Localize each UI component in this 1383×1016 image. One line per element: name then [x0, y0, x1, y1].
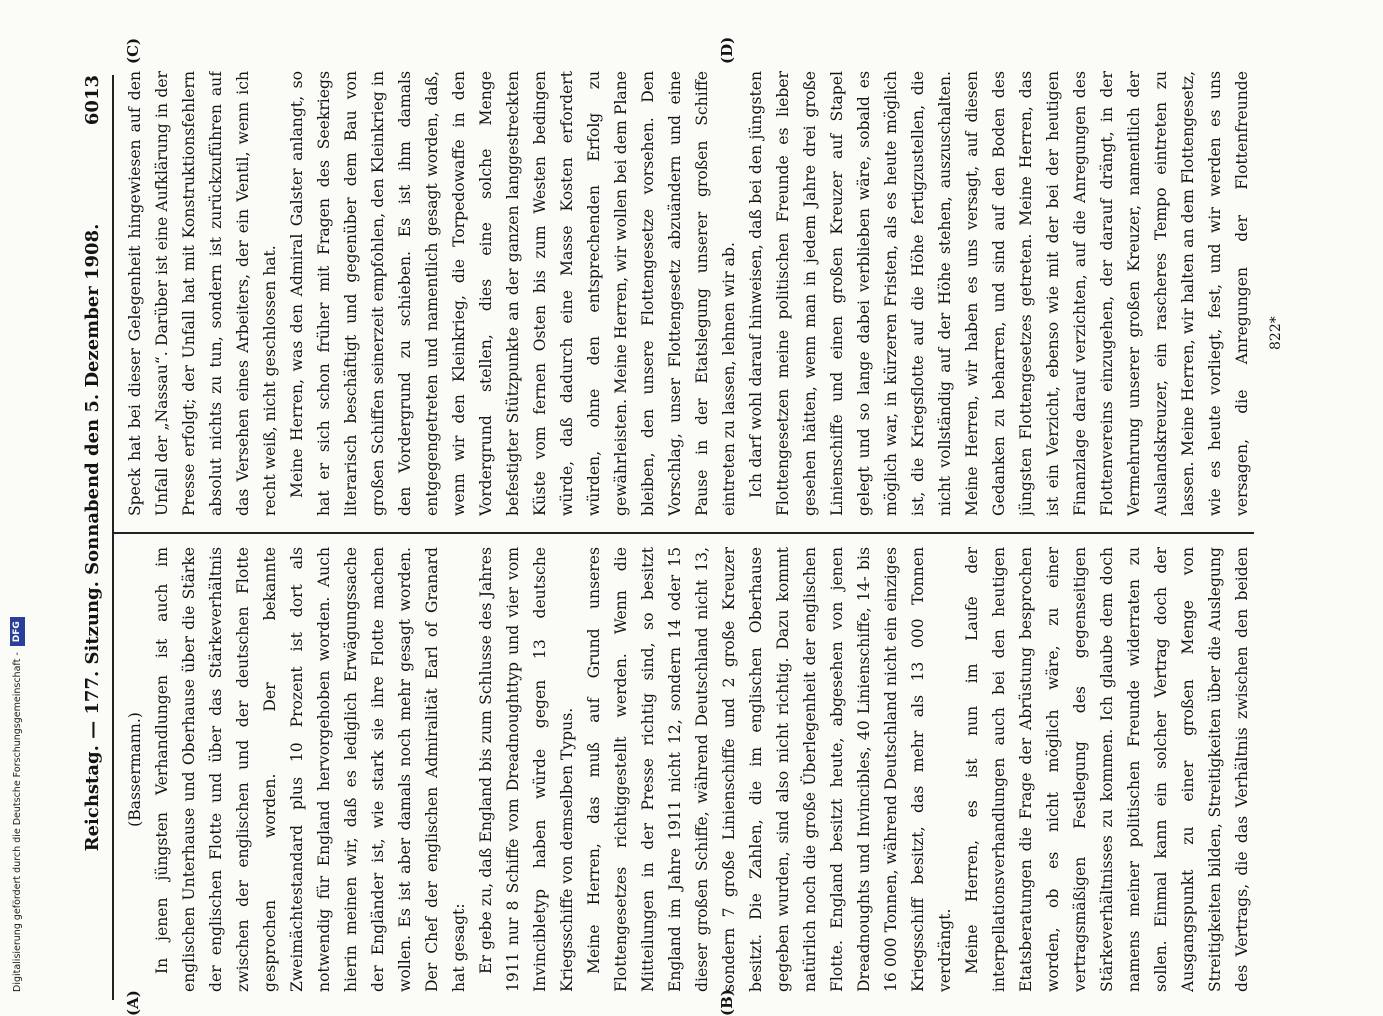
header-title: Reichstag. — 177. Sitzung. Sonnabend den 5. Dezember 1908. — [82, 223, 103, 852]
folio-number: 822* — [1268, 316, 1284, 350]
column-divider — [114, 532, 1254, 534]
paragraph: Ich darf wohl darauf hinweisen, daß bei den jüngsten Flottengesetzen meine politischen Freunde es lieber gesehen hätten, wenn man in jedem Jahre drei große Linienschiffe und einen großen Kreuzer auf Stapel gelegt und so lange dabei verblieben wäre, sobald es möglich war, in kürzeren Fristen, als es heute möglich ist, die Kriegsflotte auf die Höhe fertigzustellen, die nicht vollständig auf der Höhe stehen, auszuschalten. Meine Herren, wir haben es uns versagt, auf diesen Gedanken zu beharren, und sind auf den Boden des jüngsten Flottengesetzes getreten. Meine Herren, das ist ein Verzicht, ebenso wie mit der bei der heutigen Finanzlage darauf verzichten, auf die Anregungen des Flottenvereins einzugehen, der darauf drängt, in der Vermehrung unserer großen Kreuzer, namentlich der Auslandskreuzer, ein rascheres Tempo eintreten zu lassen. Meine Herren, wir halten an dem Flottengesetz, wie es heute vorliegt, fest, und wir werden es uns versagen, die Anregungen der Flottenfreunde — [747, 71, 1251, 516]
digitization-text: Digitalisierung gefördert durch die Deutsche Forschungsgemeinschaft - — [11, 652, 23, 992]
margin-letter-b: (B) — [718, 989, 736, 1016]
dfg-logo: DFG — [10, 617, 25, 646]
margin-letter-a: (A) — [124, 990, 142, 1016]
margin-letter-c: (C) — [124, 37, 142, 64]
paragraph: Meine Herren, es ist nun im Laufe der interpellationsverhandlungen auch bei den heutigen Etatsberatungen die Frage der Abrüstung besprochen worden, ob es nicht möglich wäre, zu einer vertragsmäßigen Festlegung des gegenseitigen Stärkeverhältnisses zu kommen. Ich glaube dem doch namens meiner politischen Freunde widerraten zu sollen. Einmal kann ein solcher Vertrag doch der Ausgangspunkt zu einer großen Menge von Streitigkeiten bilden, Streitigkeiten über die Auslegung des Vertrags, die das Verhältnis zwischen den beiden — [963, 547, 1251, 992]
digitization-note — [4, 0, 30, 1000]
rotated-page — [78, 0, 1383, 1016]
paragraph: Speck hat bei dieser Gelegenheit hingewiesen auf den Unfall der „Nassau“. Darüber ist eine Aufklärung in der Presse erfolgt; der Unfall hat mit Konstruktionsfehlern absolut nichts zu tun, sondern ist zurückzuführen auf das Versehen eines Arbeiters, der ein Ventil, wenn ich recht weiß, nicht geschlossen hat. — [126, 71, 279, 516]
page-number: 6013 — [82, 75, 103, 126]
speaker-name: (Bassermann.) — [126, 712, 144, 827]
right-column — [122, 71, 1252, 516]
header-rule — [112, 75, 114, 1000]
quotation: Er gebe zu, daß England bis zum Schlusse des Jahres 1911 nur 8 Schiffe vom Dreadnoughttyp und vier vom Invincibletyp haben würde gegen 13 deutsche Kriegsschiffe von demselben Typus. — [477, 547, 576, 992]
newspaper-page — [78, 36, 1318, 1016]
paragraph: Meine Herren, was den Admiral Galster anlangt, so hat er sich schon früher mit Fragen des Seekriegs literarisch beschäftigt und gegenüber dem Bau von großen Schiffen seinerzeit empfohlen, den Kleinkrieg in den Vordergrund zu schieben. Es ist ihm damals entgegengetreten und namentlich gesagt worden, daß, wenn wir den Kleinkrieg, die Torpedowaffe in den Vordergrund stellen, dies eine solche Menge befestigter Stützpunkte an der ganzen langgestreckten Küste vom fernen Osten bis zum Westen bedingen würde, daß dadurch eine Masse Kosten erfordert würden, ohne den entsprechenden Erfolg zu gewährleisten. Meine Herren, wir wollen bei dem Plane bleiben, den unsere Flottengesetze vorsehen. Den Vorschlag, unser Flottengesetz abzuändern und eine Pause in der Etatslegung unserer großen Schiffe eintreten zu lassen, lehnen wir ab. — [288, 71, 738, 516]
paragraph: In jenen jüngsten Verhandlungen ist auch im englischen Unterhause und Oberhause über die Stärke der englischen Flotte und über das Stärkeverhältnis zwischen der englischen und der deutschen Flotte gesprochen worden. Der bekannte Zweimächtestandard plus 10 Prozent ist dort als notwendig für England hervorgehoben worden. Auch hierin meinen wir, daß es lediglich Erwägungssache der Engländer ist, wie stark sie ihre Flotte machen wollen. Es ist aber damals noch mehr gesagt worden. Der Chef der englischen Admiralität Earl of Granard hat gesagt: — [153, 547, 468, 992]
paragraph: Meine Herren, das muß auf Grund unseres Flottengesetzes richtiggestellt werden. Wenn die Mitteilungen in der Presse richtig sind, so besitzt England im Jahre 1911 nicht 12, sondern 14 oder 15 dieser großen Schiffe, während Deutschland nicht 13, sondern 7 große Linienschiffe und 2 große Kreuzer besitzt. Die Zahlen, die im englischen Oberhause gegeben wurden, sind also nicht richtig. Dazu kommt natürlich noch die große Überlegenheit der englischen Flotte. England besitzt heute, abgesehen von jenen Dreadnoughts und Invincibles, 40 Linienschiffe, 14- bis 16 000 Tonnen, während Deutschland nicht ein einziges Kriegsschiff besitzt, das mehr als 13 000 Tonnen verdrängt. — [585, 547, 954, 992]
margin-letter-d: (D) — [718, 36, 736, 64]
left-column — [122, 547, 1252, 992]
